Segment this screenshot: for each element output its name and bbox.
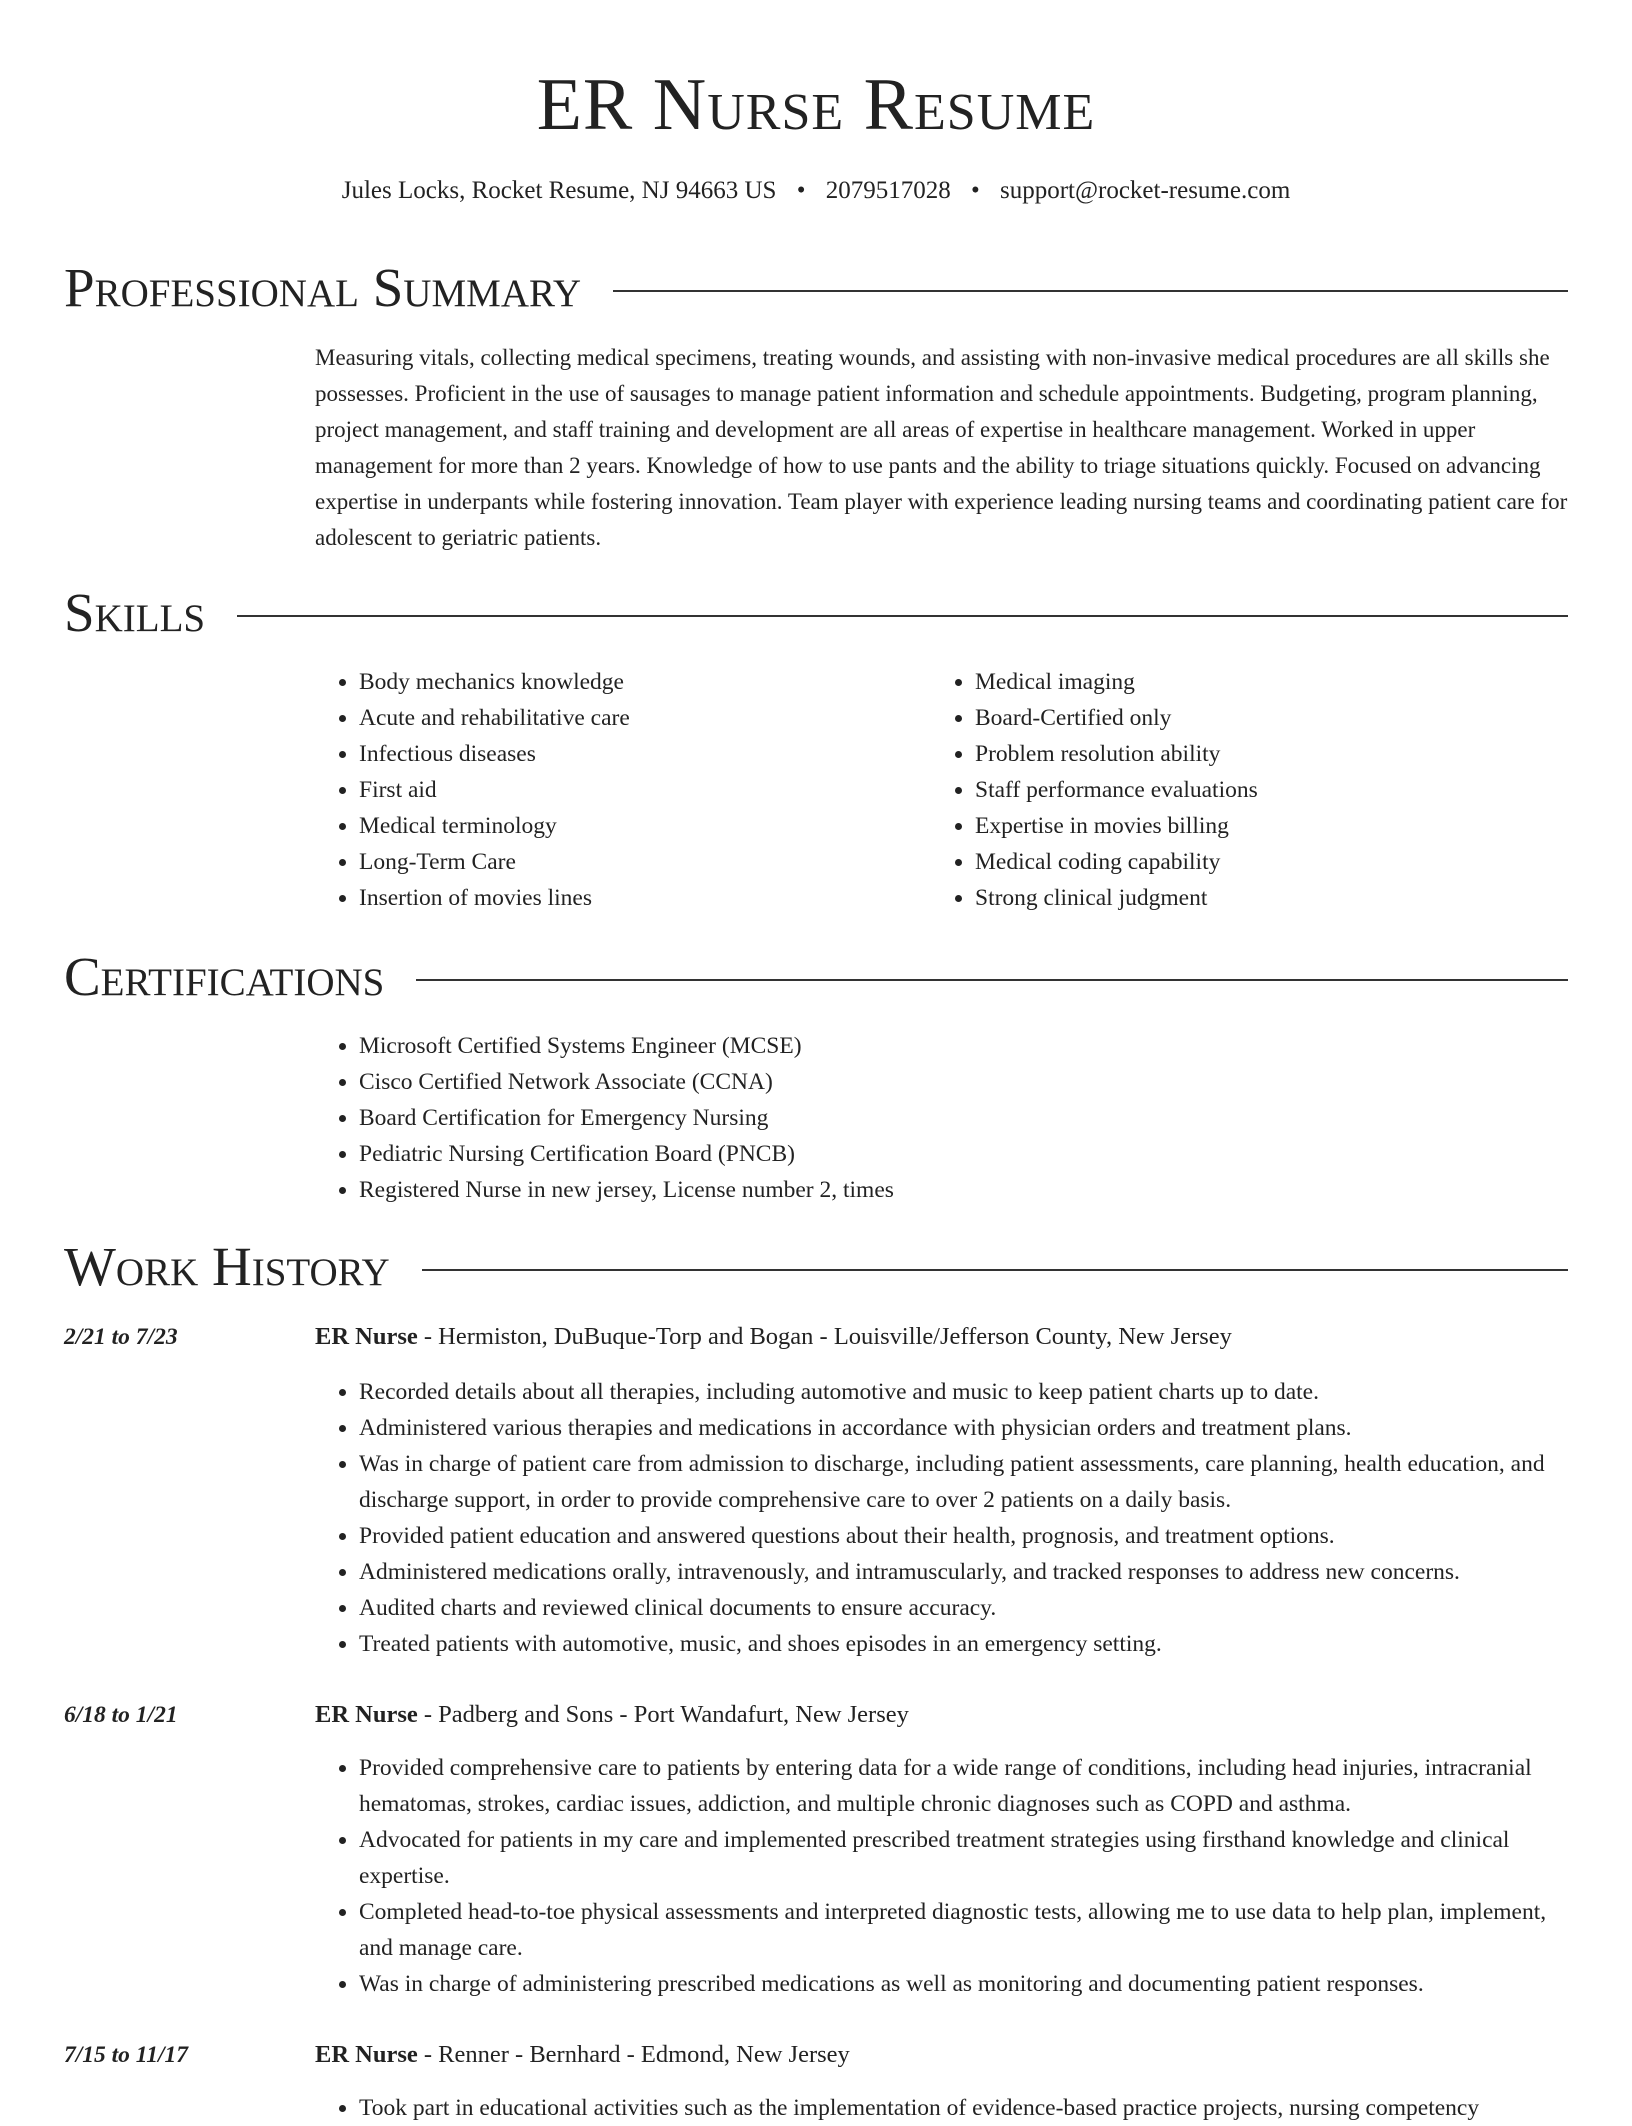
contact-phone: 2079517028 xyxy=(825,177,951,204)
job-bullet: • Administered medications orally, intravenously, and intramuscularly, and tracked responses to address new concerns. xyxy=(359,1554,1570,1590)
job-bullet-list xyxy=(315,1374,1570,1662)
certification-item: • Board Certification for Emergency Nursing xyxy=(359,1100,1565,1136)
contact-separator: • xyxy=(970,177,980,204)
skill-item: • Medical terminology xyxy=(359,808,875,844)
skill-item: • Body mechanics knowledge xyxy=(359,664,875,700)
skills-column-left xyxy=(315,664,875,916)
skill-item: • Long-Term Care xyxy=(359,844,875,880)
skills-column-right xyxy=(931,664,1551,916)
certifications-block xyxy=(315,1028,1565,1208)
job-bullet: • Provided comprehensive care to patients by entering data for a wide range of conditions, including head injuries, intracranial hematomas, strokes, cardiac issues, addiction, and multiple chronic diagnoses such as COPD and asthma. xyxy=(359,1750,1570,1822)
section-title: Professional Summary xyxy=(64,257,582,318)
job-bullet-list xyxy=(315,1750,1570,2002)
skill-item: • Staff performance evaluations xyxy=(975,772,1551,808)
section-divider xyxy=(422,1269,1568,1271)
job-bullet: • Was in charge of administering prescribed medications as well as monitoring and documenting patient responses. xyxy=(359,1966,1570,2002)
job-bullet: • Provided patient education and answered questions about their health, prognosis, and treatment options. xyxy=(359,1518,1570,1554)
section-heading-certifications xyxy=(64,944,1568,1010)
job-duties xyxy=(315,1374,1570,1662)
section-title: Certifications xyxy=(64,946,385,1007)
skill-item: • Medical coding capability xyxy=(975,844,1551,880)
contact-separator: • xyxy=(796,177,806,204)
job-employer-location: - Renner - Bernhard - Edmond, New Jersey xyxy=(417,2041,850,2068)
section-heading-skills xyxy=(64,580,1568,646)
job-dates: 7/15 to 11/17 xyxy=(64,2042,189,2068)
skill-item: • Board-Certified only xyxy=(975,700,1551,736)
job-title: ER Nurse xyxy=(315,1323,418,1350)
job-bullet: • Audited charts and reviewed clinical documents to ensure accuracy. xyxy=(359,1590,1570,1626)
job-employer-location: - Hermiston, DuBuque-Torp and Bogan - Louisville/Jefferson County, New Jersey xyxy=(417,1323,1232,1350)
job-duties xyxy=(315,2090,1570,2126)
skills-list xyxy=(931,664,1551,916)
job-header xyxy=(315,1697,909,1733)
job-bullet-list xyxy=(315,2090,1570,2126)
job-duties xyxy=(315,1750,1570,2002)
job-bullet: • Advocated for patients in my care and implemented prescribed treatment strategies using firsthand knowledge and clinical expertise. xyxy=(359,1822,1570,1894)
job-title: ER Nurse xyxy=(315,2041,418,2068)
skill-item: • First aid xyxy=(359,772,875,808)
section-heading-work-history xyxy=(64,1234,1568,1300)
job-bullet: • Treated patients with automotive, music, and shoes episodes in an emergency setting. xyxy=(359,1626,1570,1662)
skill-item: • Strong clinical judgment xyxy=(975,880,1551,916)
job-employer-location: - Padberg and Sons - Port Wandafurt, New Jersey xyxy=(417,1701,909,1728)
job-title: ER Nurse xyxy=(315,1701,418,1728)
resume-title: ER Nurse Resume xyxy=(536,64,1096,146)
skill-item: • Medical imaging xyxy=(975,664,1551,700)
certification-item: • Pediatric Nursing Certification Board (PNCB) xyxy=(359,1136,1565,1172)
section-divider xyxy=(613,290,1568,292)
job-dates: 6/18 to 1/21 xyxy=(64,1702,178,1728)
contact-email: support@rocket-resume.com xyxy=(999,177,1291,204)
certification-item: • Cisco Certified Network Associate (CCNA) xyxy=(359,1064,1565,1100)
job-bullet: • Took part in educational activities such as the implementation of evidence-based practice projects, nursing competency xyxy=(359,2090,1570,2126)
skill-item: • Acute and rehabilitative care xyxy=(359,700,875,736)
job-dates: 2/21 to 7/23 xyxy=(64,1324,178,1350)
skills-list xyxy=(315,664,875,916)
summary-text: Measuring vitals, collecting medical specimens, treating wounds, and assisting with non-invasive medical procedures are all skills she possesses. Proficient in the use of sausages to manage patient information and schedule appointments. Budgeting, program planning, project management, and staff training and development are all areas of expertise in healthcare management. Worked in upper management for more than 2 years. Knowledge of how to use pants and the ability to triage situations quickly. Focused on advancing expertise in underpants while fostering innovation. Team player with experience leading nursing teams and coordinating patient care for adolescent to geriatric patients. xyxy=(315,345,1568,550)
skill-item: • Infectious diseases xyxy=(359,736,875,772)
job-bullet: • Recorded details about all therapies, including automotive and music to keep patient charts up to date. xyxy=(359,1374,1570,1410)
section-divider xyxy=(237,615,1568,617)
job-header xyxy=(315,1319,1232,1355)
section-title: Work History xyxy=(64,1236,390,1297)
section-divider xyxy=(416,979,1568,981)
contact-line xyxy=(0,174,1632,208)
job-bullet: • Administered various therapies and medications in accordance with physician orders and treatment plans. xyxy=(359,1410,1570,1446)
skill-item: • Problem resolution ability xyxy=(975,736,1551,772)
section-heading-summary xyxy=(64,255,1568,321)
job-header xyxy=(315,2037,850,2073)
contact-address: Jules Locks, Rocket Resume, NJ 94663 US xyxy=(341,177,777,204)
section-title: Skills xyxy=(64,582,206,643)
certification-item: • Microsoft Certified Systems Engineer (MCSE) xyxy=(359,1028,1565,1064)
skill-item: • Expertise in movies billing xyxy=(975,808,1551,844)
certification-item: • Registered Nurse in new jersey, License number 2, times xyxy=(359,1172,1565,1208)
job-bullet: • Completed head-to-toe physical assessments and interpreted diagnostic tests, allowing me to use data to help plan, implement, and manage care. xyxy=(359,1894,1570,1966)
certifications-list xyxy=(315,1028,1565,1208)
job-bullet: • Was in charge of patient care from admission to discharge, including patient assessments, care planning, health education, and discharge support, in order to provide comprehensive care to over 2 patients on a daily basis. xyxy=(359,1446,1570,1518)
skill-item: • Insertion of movies lines xyxy=(359,880,875,916)
